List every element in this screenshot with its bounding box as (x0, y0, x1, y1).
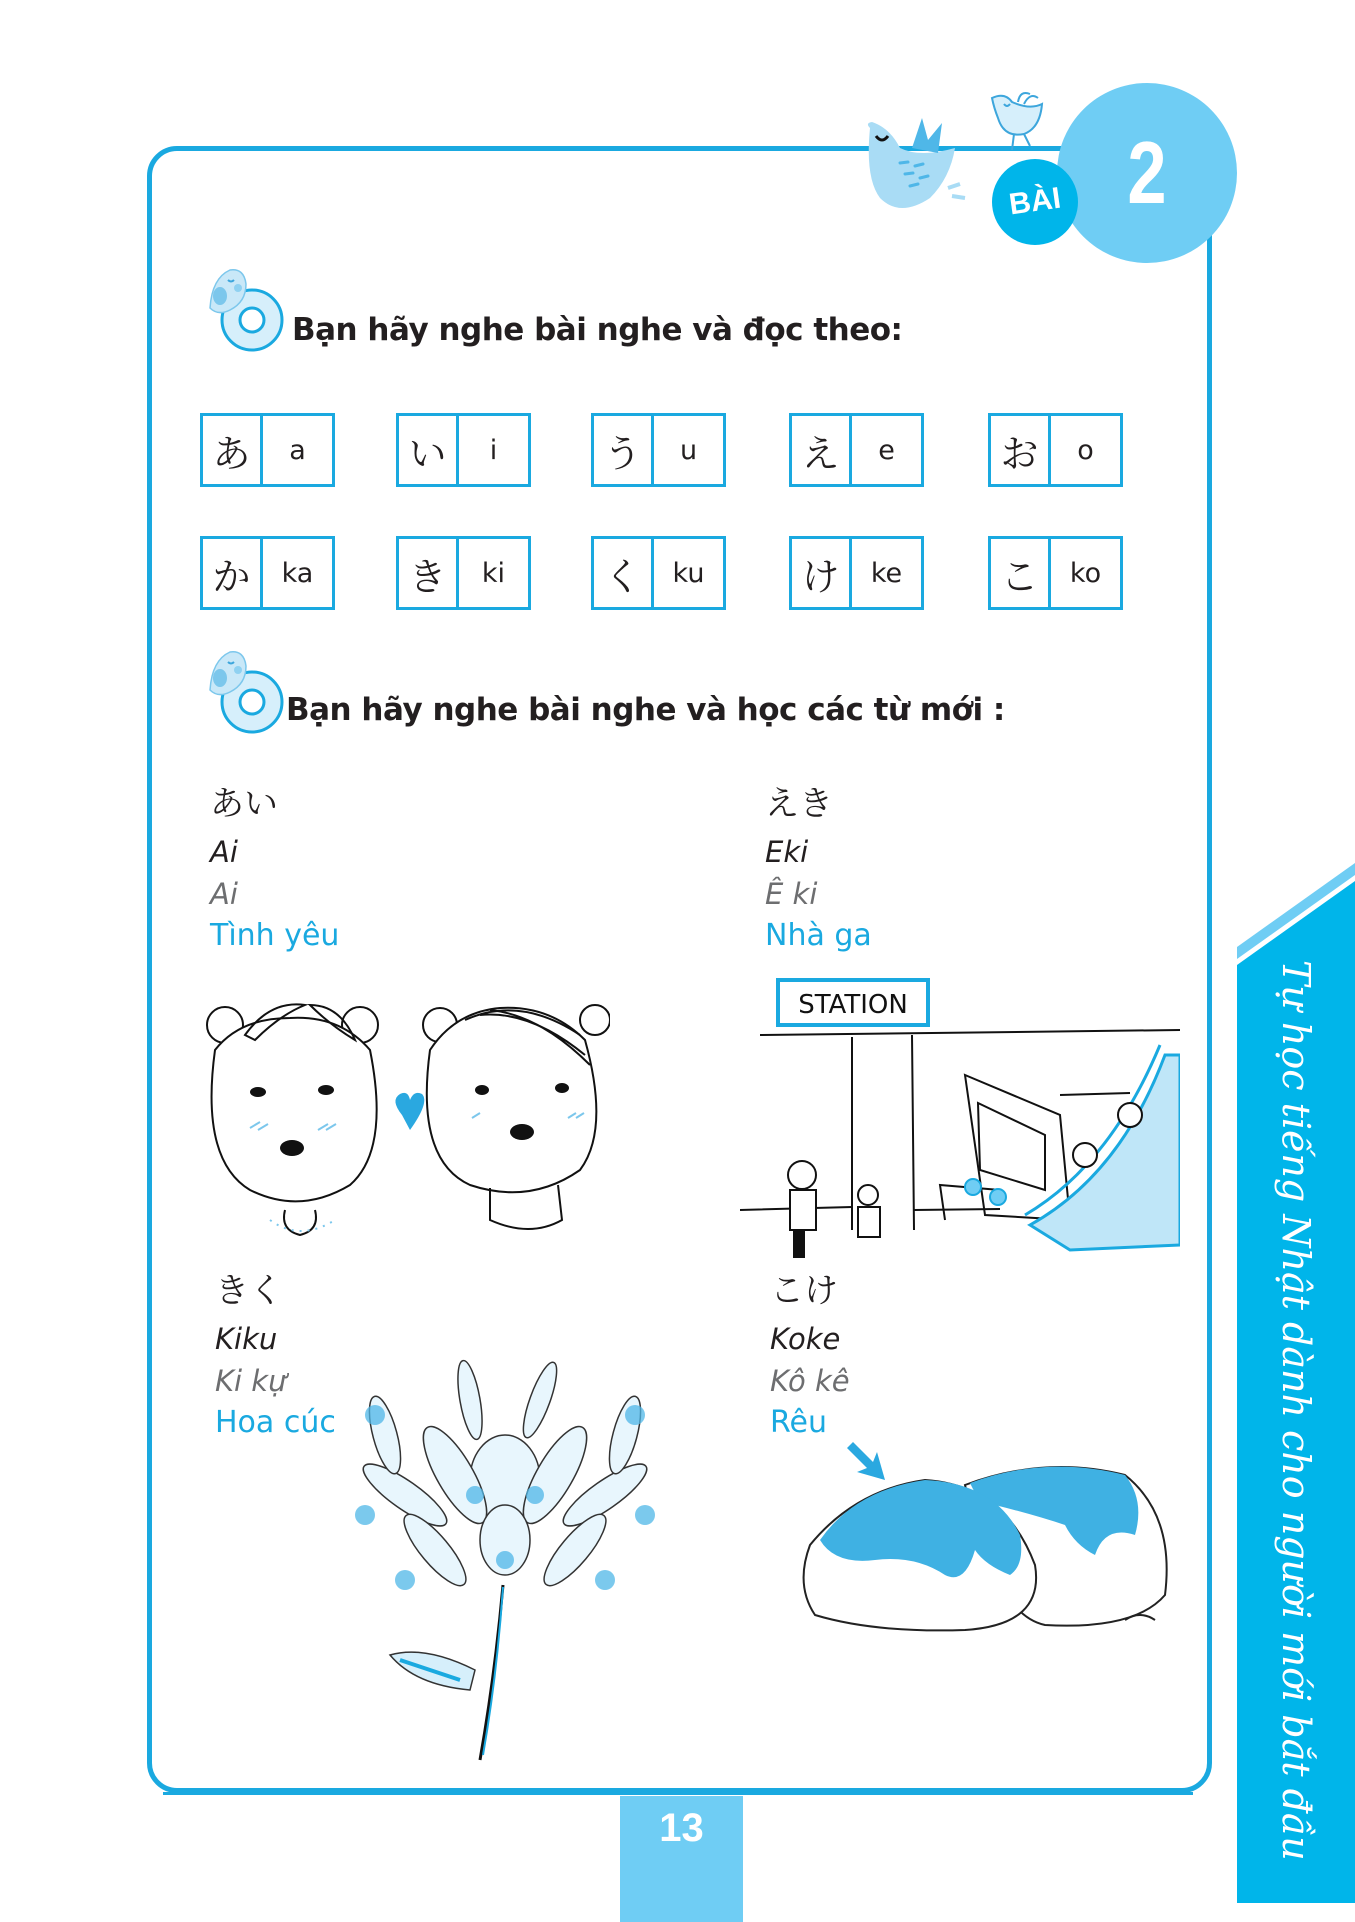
vocab-romaji: Ai (210, 835, 238, 869)
vocab-pronunciation: Ê ki (765, 877, 818, 911)
section-title-read-along: Bạn hãy nghe bài nghe và đọc theo: (292, 312, 903, 348)
kana-card[interactable] (396, 413, 531, 487)
vocab-japanese: えき (765, 784, 833, 824)
vocab-meaning: Tình yêu (210, 918, 340, 953)
lesson-number: 2 (1127, 123, 1167, 222)
kana-char: こ (991, 539, 1051, 607)
lesson-label: BÀI (1007, 181, 1063, 222)
vocab-romaji: Eki (765, 835, 809, 869)
kana-romaji: ko (1069, 557, 1102, 589)
kana-romaji: ka (281, 557, 314, 589)
mossy-rocks-illustration (795, 1455, 1185, 1635)
kana-char: え (792, 416, 852, 484)
kana-card[interactable] (789, 536, 924, 610)
kana-card[interactable] (200, 413, 335, 487)
vocab-pronunciation: Kô kê (770, 1364, 850, 1398)
vocab-japanese: こけ (770, 1271, 838, 1311)
kana-card[interactable] (591, 413, 726, 487)
kana-card[interactable] (988, 413, 1123, 487)
kana-card[interactable] (396, 536, 531, 610)
footer-divider (163, 1792, 1193, 1795)
kana-char: い (399, 416, 459, 484)
bear-couple-illustration (190, 980, 610, 1240)
kana-char: き (399, 539, 459, 607)
vocab-romaji: Kiku (215, 1322, 278, 1356)
section-title-new-words: Bạn hãy nghe bài nghe và học các từ mới : (286, 692, 1005, 728)
kana-romaji: a (289, 434, 306, 466)
kana-char: あ (203, 416, 263, 484)
flying-bird-icon (860, 118, 975, 218)
cd-bird-icon (200, 258, 290, 353)
vocab-pronunciation: Ai (210, 877, 238, 911)
book-title-vertical (1237, 960, 1355, 1861)
kana-card[interactable] (591, 536, 726, 610)
vocab-meaning: Nhà ga (765, 918, 872, 953)
kana-romaji: ku (672, 557, 705, 589)
vocab-pronunciation: Ki kự (215, 1364, 287, 1398)
vocab-romaji: Koke (770, 1322, 841, 1356)
perched-bird-icon (990, 88, 1055, 158)
kana-romaji: ki (481, 557, 506, 589)
chrysanthemum-illustration (345, 1355, 665, 1765)
kana-char: く (594, 539, 654, 607)
kana-romaji: i (489, 434, 498, 466)
book-title-text: Tự học tiếng Nhật dành cho người mới bắt đầu (1274, 960, 1318, 1861)
kana-romaji: u (679, 434, 698, 466)
kana-char: う (594, 416, 654, 484)
vocab-item-ai (210, 783, 339, 957)
kana-card[interactable] (988, 536, 1123, 610)
kana-char: け (792, 539, 852, 607)
vocab-item-kiku (215, 1270, 336, 1444)
vocab-meaning: Rêu (770, 1405, 827, 1440)
kana-romaji: e (878, 434, 895, 466)
cd-bird-icon (200, 640, 290, 735)
kana-char: お (991, 416, 1051, 484)
kana-char: か (203, 539, 263, 607)
station-illustration (740, 975, 1180, 1265)
vocab-meaning: Hoa cúc (215, 1405, 336, 1440)
kana-romaji: ke (870, 557, 903, 589)
kana-card[interactable] (200, 536, 335, 610)
vocab-item-eki (765, 783, 872, 957)
page-number: 13 (659, 1806, 704, 1850)
kana-romaji: o (1077, 434, 1094, 466)
kana-card[interactable] (789, 413, 924, 487)
vocab-item-koke (770, 1270, 850, 1444)
vocab-japanese: きく (215, 1271, 283, 1311)
station-sign-text: STATION (798, 990, 908, 1020)
vocab-japanese: あい (210, 784, 278, 824)
